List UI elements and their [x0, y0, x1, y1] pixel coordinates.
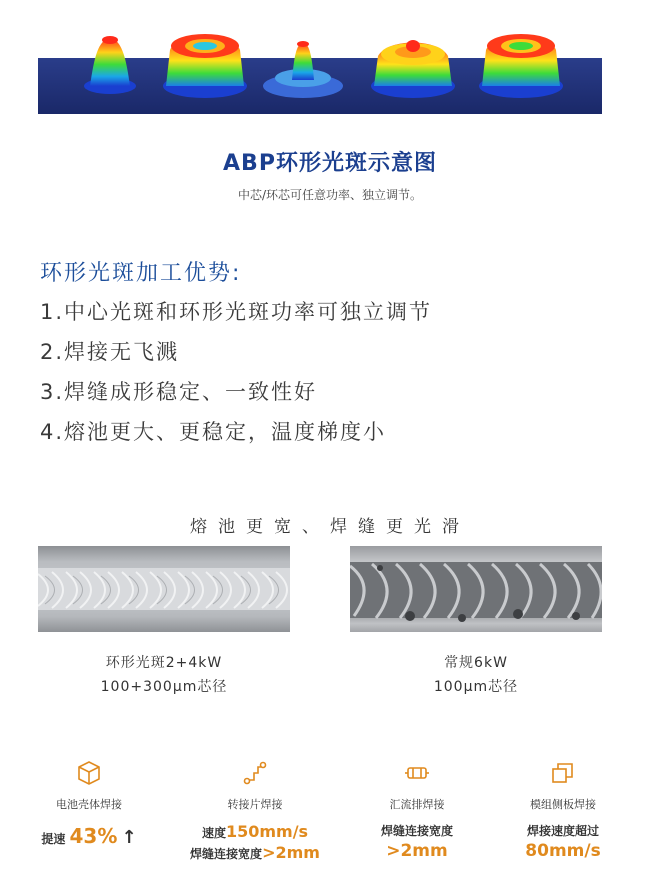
advantage-item-3: 3.焊缝成形稳定、一致性好 [40, 380, 318, 404]
feature-line3-value: >2mm [262, 843, 320, 862]
advantage-item-1: 1.中心光斑和环形光斑功率可独立调节 [40, 300, 433, 324]
feature-label: 模组侧板焊接 [530, 798, 596, 811]
up-arrow-icon: ↑ [121, 827, 137, 848]
feature-value: 150mm/s [225, 822, 309, 841]
weld-photo-conventional [350, 546, 602, 632]
comparison-title: 熔池更宽、焊缝更光滑 [190, 517, 470, 537]
page-subtitle: 中芯/环芯可任意功率、独立调节。 [237, 188, 423, 202]
page-title: ABP环形光斑示意图 [223, 151, 437, 176]
advantage-item-2: 2.焊接无飞溅 [40, 340, 180, 364]
feature-line2: 焊缝连接宽度 [380, 824, 453, 838]
layers-icon [550, 760, 576, 786]
feature-prefix: 提速 [41, 832, 66, 846]
weld-seam-rough [350, 546, 602, 632]
feature-value: 43% [69, 824, 118, 848]
right-weld-caption-1: 常规6kW [444, 655, 508, 671]
weld-seam-smooth [38, 546, 290, 632]
feature-module-sideplate [488, 760, 638, 861]
feature-busbar [342, 760, 492, 861]
path-icon [242, 760, 268, 786]
advantages-heading: 环形光斑加工优势: [40, 261, 242, 286]
left-weld-caption-2: 100+300μm芯径 [100, 679, 228, 695]
beam-profiles-svg [38, 28, 602, 114]
right-weld-caption-2: 100μm芯径 [433, 679, 519, 695]
feature-value: 80mm/s [525, 841, 601, 861]
feature-value: >2mm [386, 841, 448, 861]
left-weld-caption-1: 环形光斑2+4kW [105, 655, 223, 671]
feature-label: 汇流排焊接 [389, 798, 445, 811]
beam-peak-1 [84, 36, 136, 94]
advantage-item-4: 4.熔池更大、更稳定，温度梯度小 [40, 420, 387, 444]
busbar-icon [404, 760, 430, 786]
beam-peak-4 [371, 40, 455, 98]
feature-connector-tab [180, 760, 330, 862]
feature-line3-prefix: 焊缝连接宽度 [190, 847, 263, 861]
feature-label: 转接片焊接 [227, 798, 283, 811]
feature-prefix: 速度 [201, 826, 226, 840]
cube-icon [76, 760, 102, 786]
beam-peak-2 [163, 34, 247, 98]
feature-battery-case [14, 760, 164, 848]
beam-peak-5 [479, 34, 563, 98]
feature-label: 电池壳体焊接 [56, 798, 122, 811]
beam-peak-3 [263, 41, 343, 98]
feature-line2: 焊接速度超过 [526, 824, 599, 838]
weld-photo-ring-beam [38, 546, 290, 632]
beam-profile-illustration [38, 28, 602, 114]
